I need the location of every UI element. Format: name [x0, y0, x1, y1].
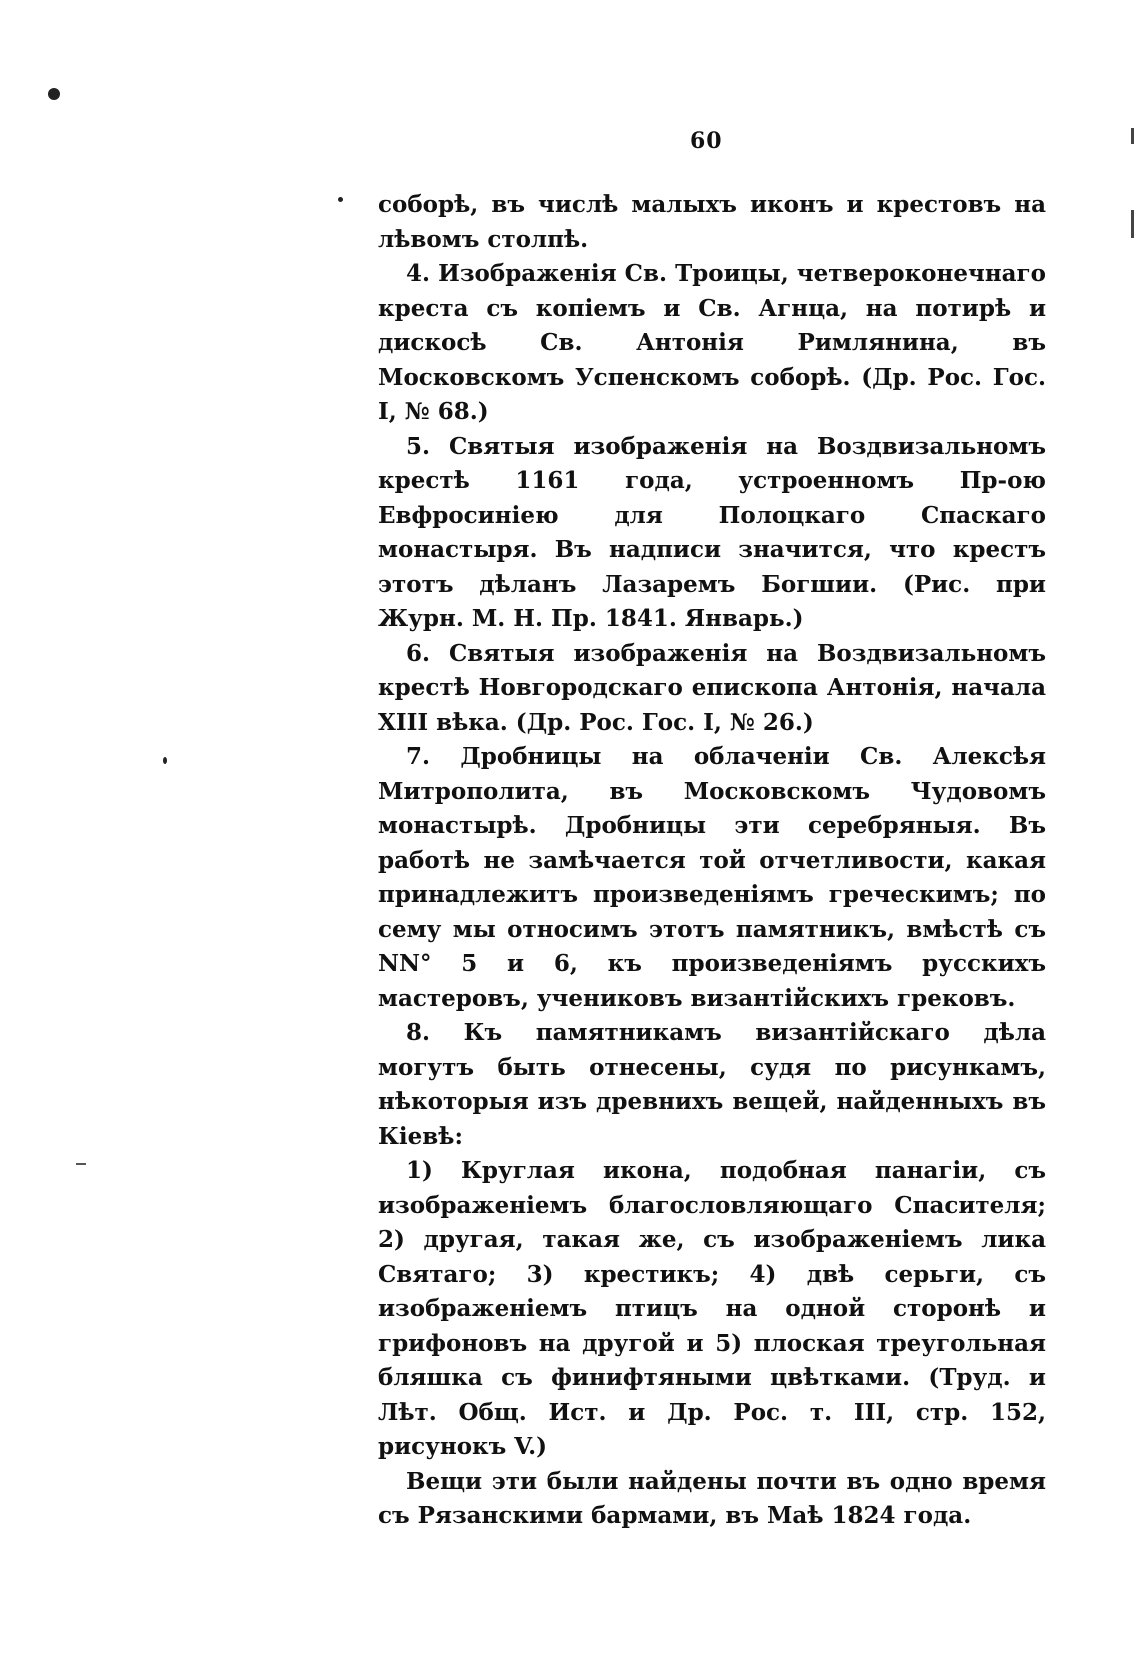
paragraph-item-4: 4. Изображенія Св. Троицы, четвероконечнаго креста съ копіемъ и Св. Агнца, на потирѣ и дискосѣ Св. Антонія Римлянина, въ Московскомъ Успенскомъ соборѣ. (Др. Рос. Гос. I, № 68.): [378, 260, 1046, 425]
scan-dash: [76, 1163, 86, 1165]
paragraph-item-7: 7. Дробницы на облаченіи Св. Алексѣя Митрополита, въ Московскомъ Чудовомъ монастырѣ. Дробницы эти серебряныя. Въ работѣ не замѣчается той отчетливости, какая принадлежитъ произведеніямъ греческимъ; по сему мы относимъ этотъ памятникъ, вмѣстѣ съ NN° 5 и 6, къ произведеніямъ русскихъ мастеровъ, учениковъ византійскихъ грековъ.: [378, 743, 1046, 1012]
scan-edge-mark: [1131, 128, 1134, 144]
scan-speck: [338, 197, 343, 202]
paragraph-kiev-finds: 1) Круглая икона, подобная панагіи, съ изображеніемъ благословляющаго Спасителя; 2) другая, такая же, съ изображеніемъ лика Святаго; 3) крестикъ; 4) двѣ серьги, съ изображеніемъ птицъ на одной сторонѣ и грифоновъ на другой и 5) плоская треугольная бляшка съ финифтяными цвѣтками. (Труд. и Лѣт. Общ. Ист. и Др. Рос. т. III, стр. 152, рисунокъ V.): [378, 1157, 1046, 1460]
scan-speck: [163, 757, 167, 764]
scan-speck: [48, 88, 60, 100]
paragraph-closing: Вещи эти были найдены почти въ одно время съ Рязанскими бармами, въ Маѣ 1824 года.: [378, 1467, 1046, 1529]
paragraph-item-6: 6. Святыя изображенія на Воздвизальномъ крестѣ Новгородскаго епископа Антонія, начала XIII вѣка. (Др. Рос. Гос. I, № 26.): [378, 639, 1046, 736]
paragraph-continuation: соборѣ, въ числѣ малыхъ иконъ и крестовъ на лѣвомъ столпѣ.: [378, 191, 1046, 253]
body-text: [378, 188, 1046, 1534]
paragraph-item-8: 8. Къ памятникамъ византійскаго дѣла могутъ быть отнесены, судя по рисункамъ, нѣкоторыя изъ древнихъ вещей, найденныхъ въ Кіевѣ:: [378, 1019, 1046, 1150]
scan-edge-mark: [1131, 210, 1134, 238]
page-number: 60: [690, 128, 723, 154]
paragraph-item-5: 5. Святыя изображенія на Воздвизальномъ крестѣ 1161 года, устроенномъ Пр-ою Евфросиніею для Полоцкаго Спаскаго монастыря. Въ надписи значится, что крестъ этотъ дѣланъ Лазаремъ Богшии. (Рис. при Журн. М. Н. Пр. 1841. Январь.): [378, 432, 1046, 632]
